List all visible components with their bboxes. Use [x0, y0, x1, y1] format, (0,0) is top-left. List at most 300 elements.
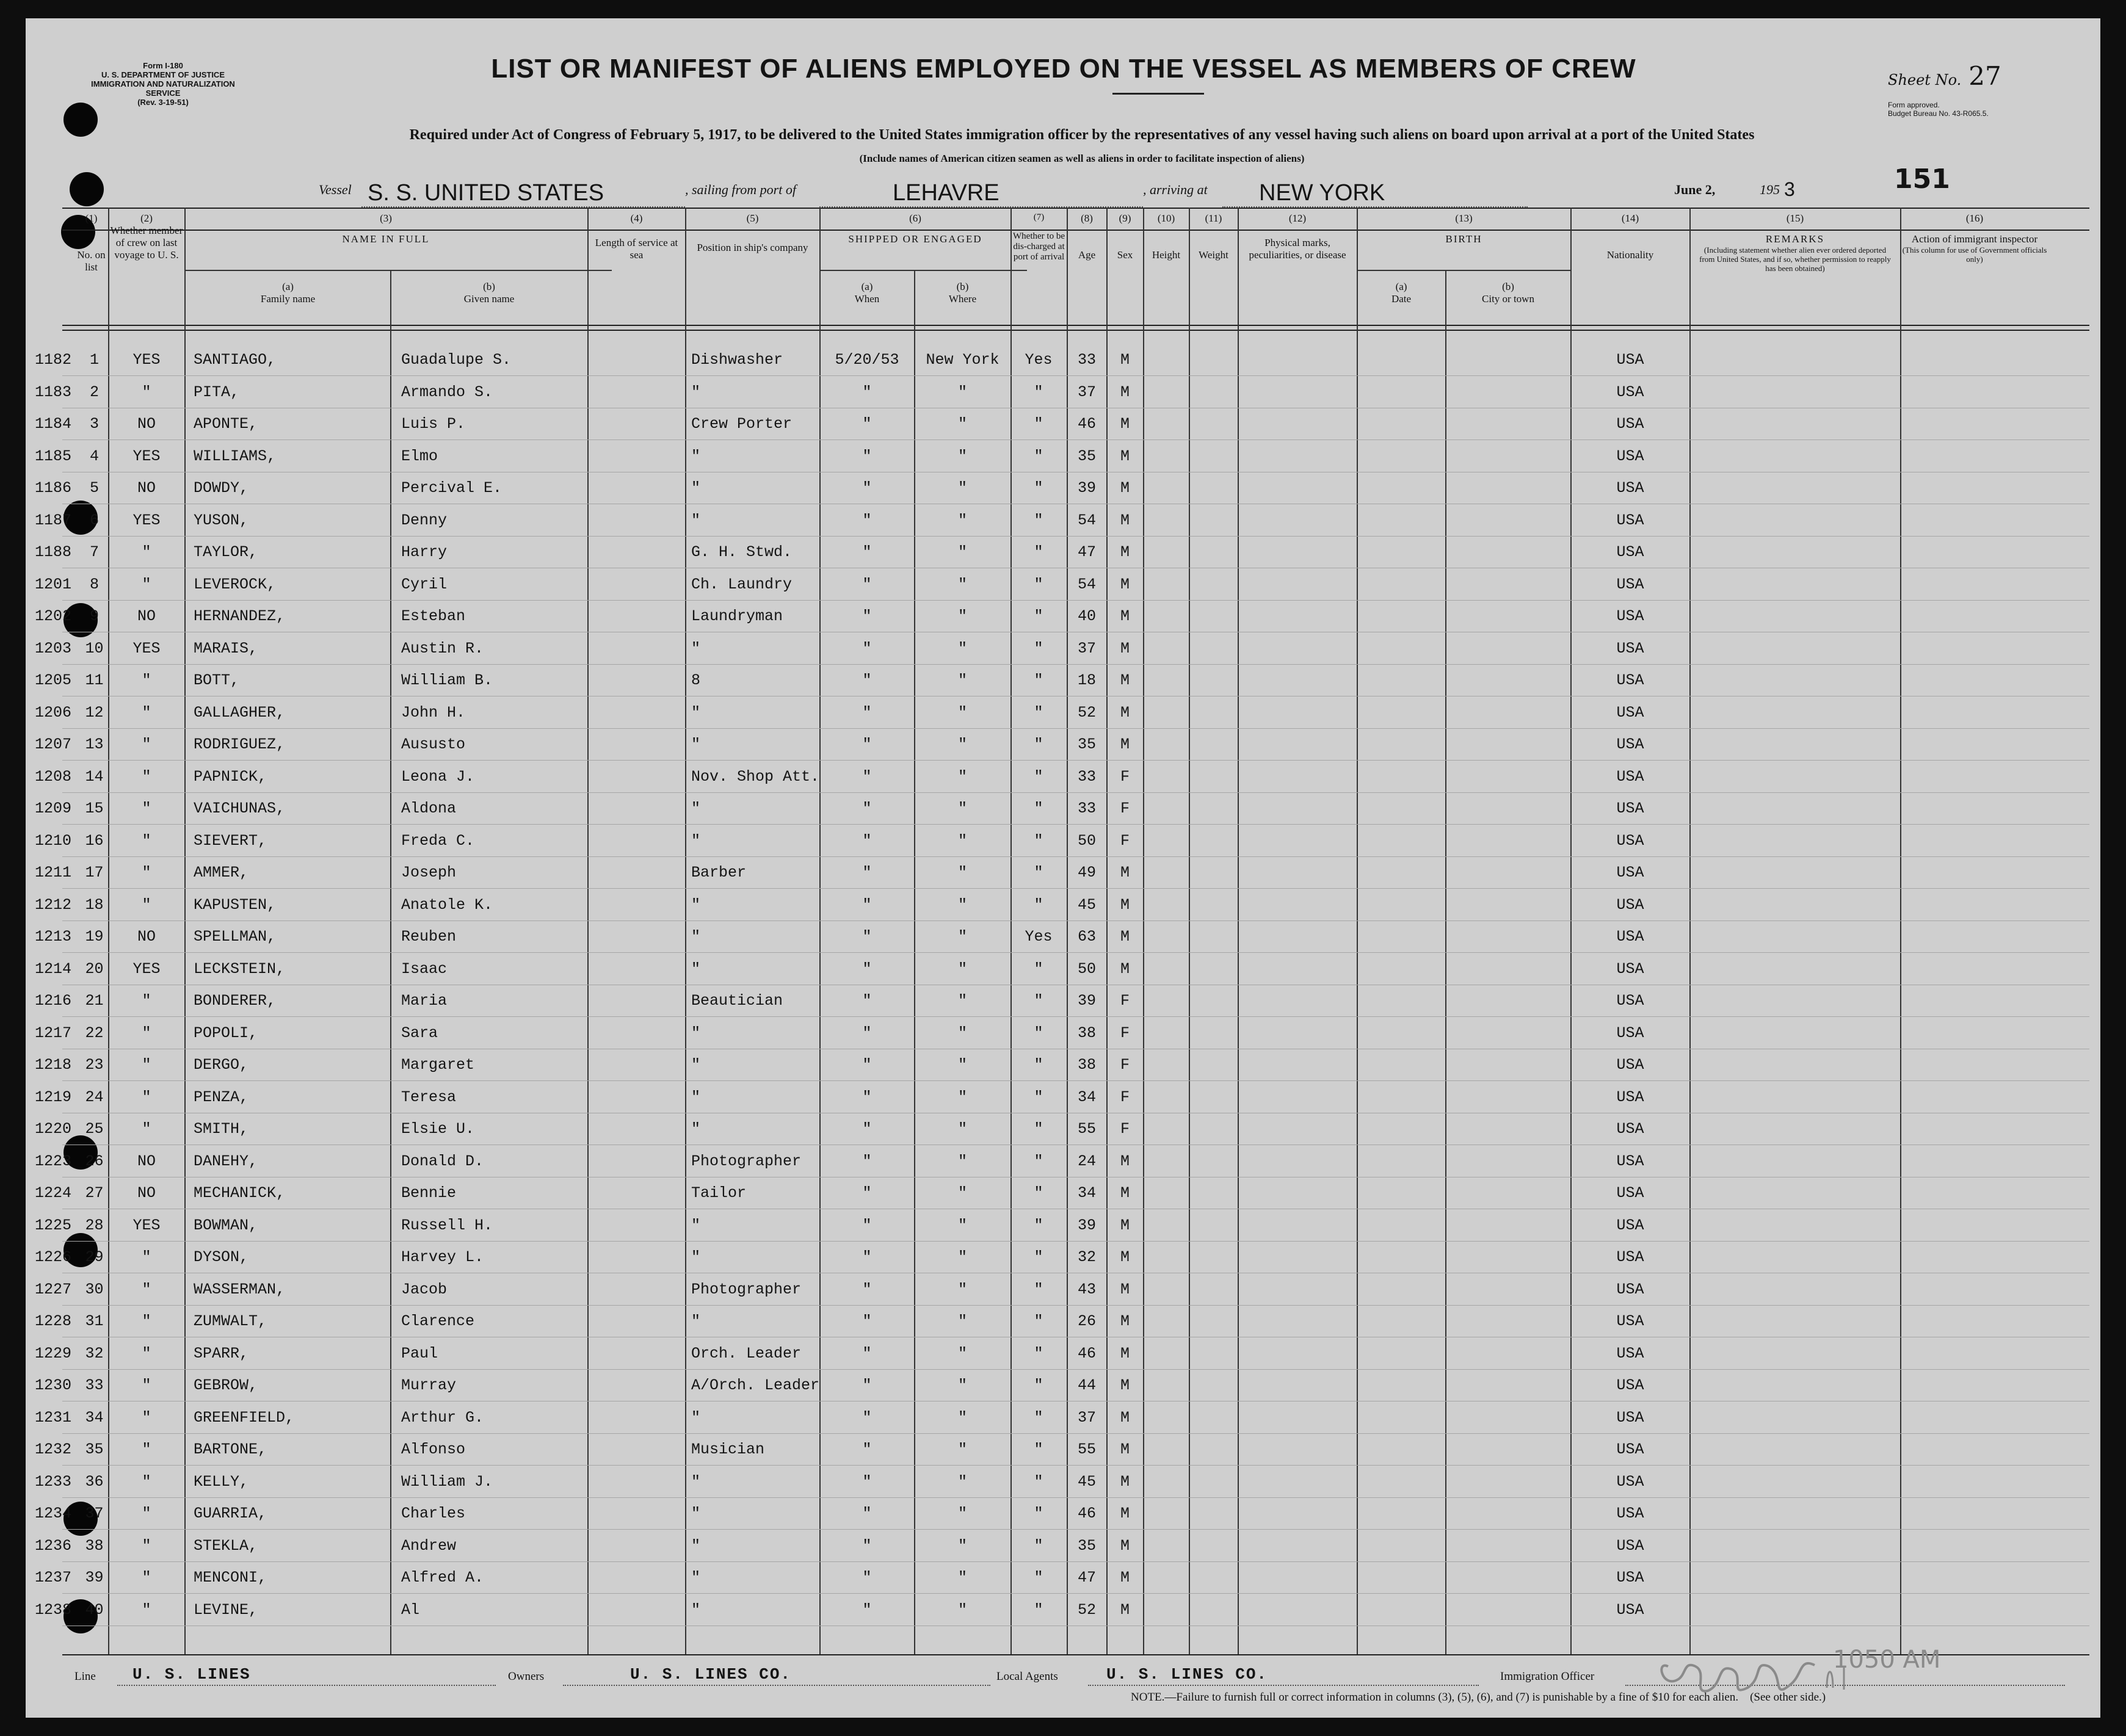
nationality: USA	[1616, 447, 1644, 465]
age: 33	[1077, 351, 1096, 369]
nationality: USA	[1616, 1312, 1644, 1330]
shipped-where: "	[957, 992, 967, 1010]
previous-voyage: NO	[137, 607, 156, 625]
position: Ch. Laundry	[691, 576, 793, 593]
vessel-label: Vessel	[319, 182, 352, 197]
nationality: USA	[1616, 800, 1644, 817]
age: 45	[1077, 896, 1096, 914]
given-name: William B.	[401, 671, 493, 689]
discharged: "	[1034, 1281, 1043, 1298]
position: "	[691, 447, 701, 465]
given-name: Joseph	[401, 864, 457, 881]
family-name: WASSERMAN,	[194, 1281, 286, 1298]
manifest-line-no: 1212	[35, 896, 72, 914]
sex: M	[1120, 640, 1130, 657]
position: Laundryman	[691, 607, 783, 625]
shipped-where: "	[957, 543, 967, 561]
family-name: PENZA,	[194, 1088, 249, 1106]
col7-header: (7) Whether to be dis-charged at port of arrival	[1013, 212, 1065, 262]
previous-voyage: "	[142, 1088, 151, 1106]
given-name: Guadalupe S.	[401, 351, 512, 369]
discharged: "	[1034, 543, 1043, 561]
sex: M	[1120, 383, 1130, 401]
position: "	[691, 928, 701, 946]
age: 38	[1077, 1024, 1096, 1042]
nationality: USA	[1616, 832, 1644, 850]
previous-voyage: "	[142, 543, 151, 561]
age: 37	[1077, 1409, 1096, 1427]
sex: F	[1120, 992, 1130, 1010]
shipped-when: "	[862, 640, 872, 657]
discharged: Yes	[1025, 928, 1053, 946]
footer-owners-label: Owners	[508, 1670, 545, 1683]
position: "	[691, 512, 701, 529]
shipped-where: "	[957, 512, 967, 529]
shipped-when: "	[862, 992, 872, 1010]
position: "	[691, 1537, 701, 1555]
list-no: 3	[89, 415, 99, 433]
position: Musician	[691, 1441, 765, 1458]
position: Dishwasher	[691, 351, 783, 369]
manifest-line-no: 1213	[35, 928, 72, 946]
list-no: 4	[89, 447, 99, 465]
nationality: USA	[1616, 1088, 1644, 1106]
position: "	[691, 479, 701, 497]
list-no: 22	[85, 1024, 104, 1042]
shipped-when: "	[862, 1088, 872, 1106]
sex: M	[1120, 960, 1130, 978]
given-name: Alfonso	[401, 1441, 466, 1458]
age: 40	[1077, 607, 1096, 625]
shipped-where: "	[957, 1024, 967, 1042]
manifest-line-no: 1236	[35, 1537, 72, 1555]
title-underline	[1112, 93, 1204, 95]
position: "	[691, 1120, 701, 1138]
list-no: 7	[89, 543, 99, 561]
shipped-where: "	[957, 640, 967, 657]
manifest-line-no: 1218	[35, 1056, 72, 1074]
family-name: DERGO,	[194, 1056, 249, 1074]
discharged: "	[1034, 864, 1043, 881]
given-name: Margaret	[401, 1056, 475, 1074]
shipped-where: "	[957, 1569, 967, 1586]
list-no: 40	[85, 1601, 104, 1619]
list-no: 11	[85, 671, 104, 689]
shipped-where: "	[957, 1441, 967, 1458]
sex: M	[1120, 928, 1130, 946]
family-name: HERNANDEZ,	[194, 607, 286, 625]
previous-voyage: "	[142, 1473, 151, 1491]
col11-header: (11) Weight	[1199, 212, 1228, 261]
family-name: PITA,	[194, 383, 240, 401]
col16-header: (16) Action of immigrant inspector (This column for use of Government officials only)	[1902, 212, 2047, 264]
nationality: USA	[1616, 1217, 1644, 1234]
nationality: USA	[1616, 1376, 1644, 1394]
age: 33	[1077, 768, 1096, 786]
previous-voyage: "	[142, 1601, 151, 1619]
shipped-when: "	[862, 1312, 872, 1330]
given-name: Harry	[401, 543, 448, 561]
position: 8	[691, 671, 701, 689]
col6a-header: (a) When	[854, 281, 880, 305]
col9-header: (9) Sex	[1117, 212, 1133, 261]
age: 39	[1077, 479, 1096, 497]
sex: F	[1120, 768, 1130, 786]
previous-voyage: "	[142, 832, 151, 850]
given-name: Bennie	[401, 1184, 457, 1202]
col5-header: (5) Position in ship's company	[697, 212, 808, 253]
shipped-where: "	[957, 1088, 967, 1106]
list-no: 10	[85, 640, 104, 657]
sex: M	[1120, 351, 1130, 369]
given-name: Jacob	[401, 1281, 448, 1298]
given-name: Al	[401, 1601, 420, 1619]
family-name: KELLY,	[194, 1473, 249, 1491]
given-name: Austin R.	[401, 640, 484, 657]
sex: M	[1120, 512, 1130, 529]
shipped-where: "	[957, 607, 967, 625]
nationality: USA	[1616, 1281, 1644, 1298]
list-no: 36	[85, 1473, 104, 1491]
list-no: 27	[85, 1184, 104, 1202]
sex: M	[1120, 736, 1130, 753]
list-no: 32	[85, 1345, 104, 1362]
discharged: "	[1034, 832, 1043, 850]
family-name: STEKLA,	[194, 1537, 258, 1555]
nationality: USA	[1616, 1152, 1644, 1170]
sex: M	[1120, 607, 1130, 625]
age: 50	[1077, 960, 1096, 978]
shipped-where: "	[957, 1537, 967, 1555]
previous-voyage: "	[142, 1312, 151, 1330]
shipped-when: "	[862, 928, 872, 946]
requirement-text: Required under Act of Congress of February 5, 1917, to be delivered to the United States immigration officer by the representatives of any vessel having such aliens on board upon arrival at a port of the United States	[409, 127, 1755, 143]
manifest-line-no: 1210	[35, 832, 72, 850]
manifest-line-no: 1220	[35, 1120, 72, 1138]
age: 33	[1077, 800, 1096, 817]
footer-line: U. S. LINES	[132, 1665, 251, 1684]
sex: F	[1120, 800, 1130, 817]
shipped-when: "	[862, 1281, 872, 1298]
shipped-where: "	[957, 479, 967, 497]
shipped-where: "	[957, 1312, 967, 1330]
previous-voyage: NO	[137, 928, 156, 946]
list-no: 20	[85, 960, 104, 978]
list-no: 16	[85, 832, 104, 850]
shipped-where: "	[957, 1281, 967, 1298]
previous-voyage: "	[142, 1537, 151, 1555]
approval-note: Form approved. Budget Bureau No. 43-R065.5.	[1888, 101, 1989, 118]
previous-voyage: "	[142, 864, 151, 881]
shipped-where: "	[957, 671, 967, 689]
given-name: Anatole K.	[401, 896, 493, 914]
shipped-when: "	[862, 1056, 872, 1074]
family-name: GALLAGHER,	[194, 704, 286, 722]
family-name: BOWMAN,	[194, 1217, 258, 1234]
nationality: USA	[1616, 671, 1644, 689]
arrival-year-digit: 3	[1784, 178, 1795, 200]
sex: M	[1120, 415, 1130, 433]
col3-header: (3) NAME IN FULL	[342, 212, 430, 245]
given-name: Leona J.	[401, 768, 475, 786]
family-name: ZUMWALT,	[194, 1312, 267, 1330]
manifest-line-no: 1231	[35, 1409, 72, 1427]
col12-header: (12) Physical marks, peculiarities, or disease	[1249, 212, 1346, 261]
manifest-line-no: 1226	[35, 1248, 72, 1266]
nationality: USA	[1616, 351, 1644, 369]
position: Tailor	[691, 1184, 747, 1202]
shipped-when: "	[862, 512, 872, 529]
family-name: SANTIAGO,	[194, 351, 277, 369]
age: 63	[1077, 928, 1096, 946]
shipped-when: "	[862, 1217, 872, 1234]
list-no: 33	[85, 1376, 104, 1394]
shipped-where: "	[957, 1505, 967, 1522]
position: "	[691, 1473, 701, 1491]
discharged: "	[1034, 1248, 1043, 1266]
sex: M	[1120, 896, 1130, 914]
shipped-where: "	[957, 1217, 967, 1234]
list-no: 25	[85, 1120, 104, 1138]
position: G. H. Stwd.	[691, 543, 793, 561]
departure-port: LEHAVRE	[893, 180, 1000, 206]
manifest-line-no: 1211	[35, 864, 72, 881]
nationality: USA	[1616, 479, 1644, 497]
sex: M	[1120, 864, 1130, 881]
family-name: PAPNICK,	[194, 768, 267, 786]
age: 44	[1077, 1376, 1096, 1394]
sex: M	[1120, 1345, 1130, 1362]
nationality: USA	[1616, 736, 1644, 753]
manifest-line-no: 1224	[35, 1184, 72, 1202]
manifest-line-no: 1188	[35, 543, 72, 561]
discharged: "	[1034, 896, 1043, 914]
col13a-header: (a) Date	[1391, 281, 1412, 305]
previous-voyage: NO	[137, 1152, 156, 1170]
list-no: 39	[85, 1569, 104, 1586]
manifest-line-no: 1217	[35, 1024, 72, 1042]
given-name: Denny	[401, 512, 448, 529]
age: 38	[1077, 1056, 1096, 1074]
age: 47	[1077, 543, 1096, 561]
discharged: "	[1034, 1473, 1043, 1491]
position: Photographer	[691, 1152, 802, 1170]
shipped-when: "	[862, 1569, 872, 1586]
previous-voyage: "	[142, 704, 151, 722]
discharged: "	[1034, 576, 1043, 593]
shipped-where: "	[957, 896, 967, 914]
manifest-line-no: 1232	[35, 1441, 72, 1458]
family-name: LEVINE,	[194, 1601, 258, 1619]
punch-hole	[63, 103, 98, 137]
age: 35	[1077, 736, 1096, 753]
list-no: 30	[85, 1281, 104, 1298]
previous-voyage: YES	[132, 960, 161, 978]
age: 47	[1077, 1569, 1096, 1586]
given-name: Aldona	[401, 800, 457, 817]
shipped-where: "	[957, 704, 967, 722]
age: 46	[1077, 1345, 1096, 1362]
shipped-when: "	[862, 1473, 872, 1491]
family-name: BONDERER,	[194, 992, 277, 1010]
list-no: 28	[85, 1217, 104, 1234]
position: Crew Porter	[691, 415, 793, 433]
shipped-where: "	[957, 1184, 967, 1202]
given-name: Elsie U.	[401, 1120, 475, 1138]
discharged: "	[1034, 1569, 1043, 1586]
discharged: "	[1034, 704, 1043, 722]
family-name: LEVEROCK,	[194, 576, 277, 593]
nationality: USA	[1616, 640, 1644, 657]
sex: M	[1120, 1248, 1130, 1266]
shipped-when: "	[862, 479, 872, 497]
age: 52	[1077, 704, 1096, 722]
nationality: USA	[1616, 576, 1644, 593]
discharged: "	[1034, 800, 1043, 817]
shipped-where: "	[957, 415, 967, 433]
nationality: USA	[1616, 992, 1644, 1010]
shipped-where: "	[957, 1376, 967, 1394]
sex: F	[1120, 1088, 1130, 1106]
manifest-line-no: 1229	[35, 1345, 72, 1362]
shipped-where: "	[957, 383, 967, 401]
age: 54	[1077, 512, 1096, 529]
given-name: Maria	[401, 992, 448, 1010]
officer-time: 1050 AM	[1833, 1646, 1941, 1674]
manifest-line-no: 1184	[35, 415, 72, 433]
nationality: USA	[1616, 1473, 1644, 1491]
given-name: Teresa	[401, 1088, 457, 1106]
sex: M	[1120, 1376, 1130, 1394]
discharged: "	[1034, 447, 1043, 465]
age: 39	[1077, 1217, 1096, 1234]
list-no: 38	[85, 1537, 104, 1555]
nationality: USA	[1616, 960, 1644, 978]
manifest-line-no: 1219	[35, 1088, 72, 1106]
position: "	[691, 832, 701, 850]
family-name: APONTE,	[194, 415, 258, 433]
shipped-where: "	[957, 1345, 967, 1362]
previous-voyage: NO	[137, 479, 156, 497]
age: 34	[1077, 1088, 1096, 1106]
given-name: Arthur G.	[401, 1409, 484, 1427]
col6b-header: (b) Where	[948, 281, 977, 305]
family-name: SMITH,	[194, 1120, 249, 1138]
family-name: BARTONE,	[194, 1441, 267, 1458]
age: 55	[1077, 1120, 1096, 1138]
shipped-where: "	[957, 1473, 967, 1491]
discharged: "	[1034, 1056, 1043, 1074]
age: 26	[1077, 1312, 1096, 1330]
nationality: USA	[1616, 768, 1644, 786]
manifest-line-no: 1238	[35, 1601, 72, 1619]
shipped-when: "	[862, 1248, 872, 1266]
manifest-sheet	[26, 18, 2100, 1718]
age: 49	[1077, 864, 1096, 881]
list-no: 34	[85, 1409, 104, 1427]
list-no: 6	[89, 512, 99, 529]
discharged: "	[1034, 512, 1043, 529]
shipped-where: "	[957, 768, 967, 786]
given-name: Reuben	[401, 928, 457, 946]
previous-voyage: "	[142, 1024, 151, 1042]
col10-header: (10) Height	[1152, 212, 1181, 261]
shipped-when: "	[862, 447, 872, 465]
previous-voyage: "	[142, 576, 151, 593]
family-name: AMMER,	[194, 864, 249, 881]
previous-voyage: "	[142, 671, 151, 689]
family-name: LECKSTEIN,	[194, 960, 286, 978]
given-name: John H.	[401, 704, 466, 722]
position: "	[691, 1312, 701, 1330]
sex: M	[1120, 1312, 1130, 1330]
previous-voyage: "	[142, 768, 151, 786]
shipped-when: "	[862, 1152, 872, 1170]
sheet-number: Sheet No. 27	[1888, 61, 2001, 91]
given-name: Andrew	[401, 1537, 457, 1555]
age: 34	[1077, 1184, 1096, 1202]
arrival-port: NEW YORK	[1259, 180, 1385, 206]
age: 39	[1077, 992, 1096, 1010]
previous-voyage: YES	[132, 447, 161, 465]
shipped-when: "	[862, 576, 872, 593]
manifest-line-no: 1237	[35, 1569, 72, 1586]
shipped-when: "	[862, 1376, 872, 1394]
family-name: SPARR,	[194, 1345, 249, 1362]
family-name: DANEHY,	[194, 1152, 258, 1170]
shipped-when: "	[862, 607, 872, 625]
nationality: USA	[1616, 864, 1644, 881]
position: "	[691, 1248, 701, 1266]
manifest-line-no: 1206	[35, 704, 72, 722]
discharged: "	[1034, 960, 1043, 978]
previous-voyage: YES	[132, 640, 161, 657]
previous-voyage: "	[142, 1056, 151, 1074]
sex: M	[1120, 1537, 1130, 1555]
family-name: RODRIGUEZ,	[194, 736, 286, 753]
shipped-where: "	[957, 447, 967, 465]
previous-voyage: NO	[137, 415, 156, 433]
position: "	[691, 896, 701, 914]
shipped-when: "	[862, 1409, 872, 1427]
given-name: Armando S.	[401, 383, 493, 401]
list-no: 5	[89, 479, 99, 497]
family-name: DOWDY,	[194, 479, 249, 497]
list-no: 31	[85, 1312, 104, 1330]
discharged: "	[1034, 1441, 1043, 1458]
age: 43	[1077, 1281, 1096, 1298]
sex: M	[1120, 1441, 1130, 1458]
age: 50	[1077, 832, 1096, 850]
nationality: USA	[1616, 1505, 1644, 1522]
manifest-line-no: 1209	[35, 800, 72, 817]
sex: M	[1120, 1601, 1130, 1619]
col14-header: (14) Nationality	[1606, 212, 1654, 261]
discharged: "	[1034, 479, 1043, 497]
position: "	[691, 704, 701, 722]
sex: M	[1120, 1281, 1130, 1298]
sex: M	[1120, 1473, 1130, 1491]
col15-header: (15) REMARKS (Including statement whether alien ever ordered deported from United States, and if so, whether permission to reapply has been obtained)	[1699, 212, 1891, 273]
sex: M	[1120, 1217, 1130, 1234]
family-name: BOTT,	[194, 671, 240, 689]
manifest-line-no: 1201	[35, 576, 72, 593]
age: 54	[1077, 576, 1096, 593]
manifest-line-no: 1202	[35, 607, 72, 625]
position: "	[691, 1601, 701, 1619]
nationality: USA	[1616, 1441, 1644, 1458]
col4-header: (4) Length of service at sea	[595, 212, 678, 261]
